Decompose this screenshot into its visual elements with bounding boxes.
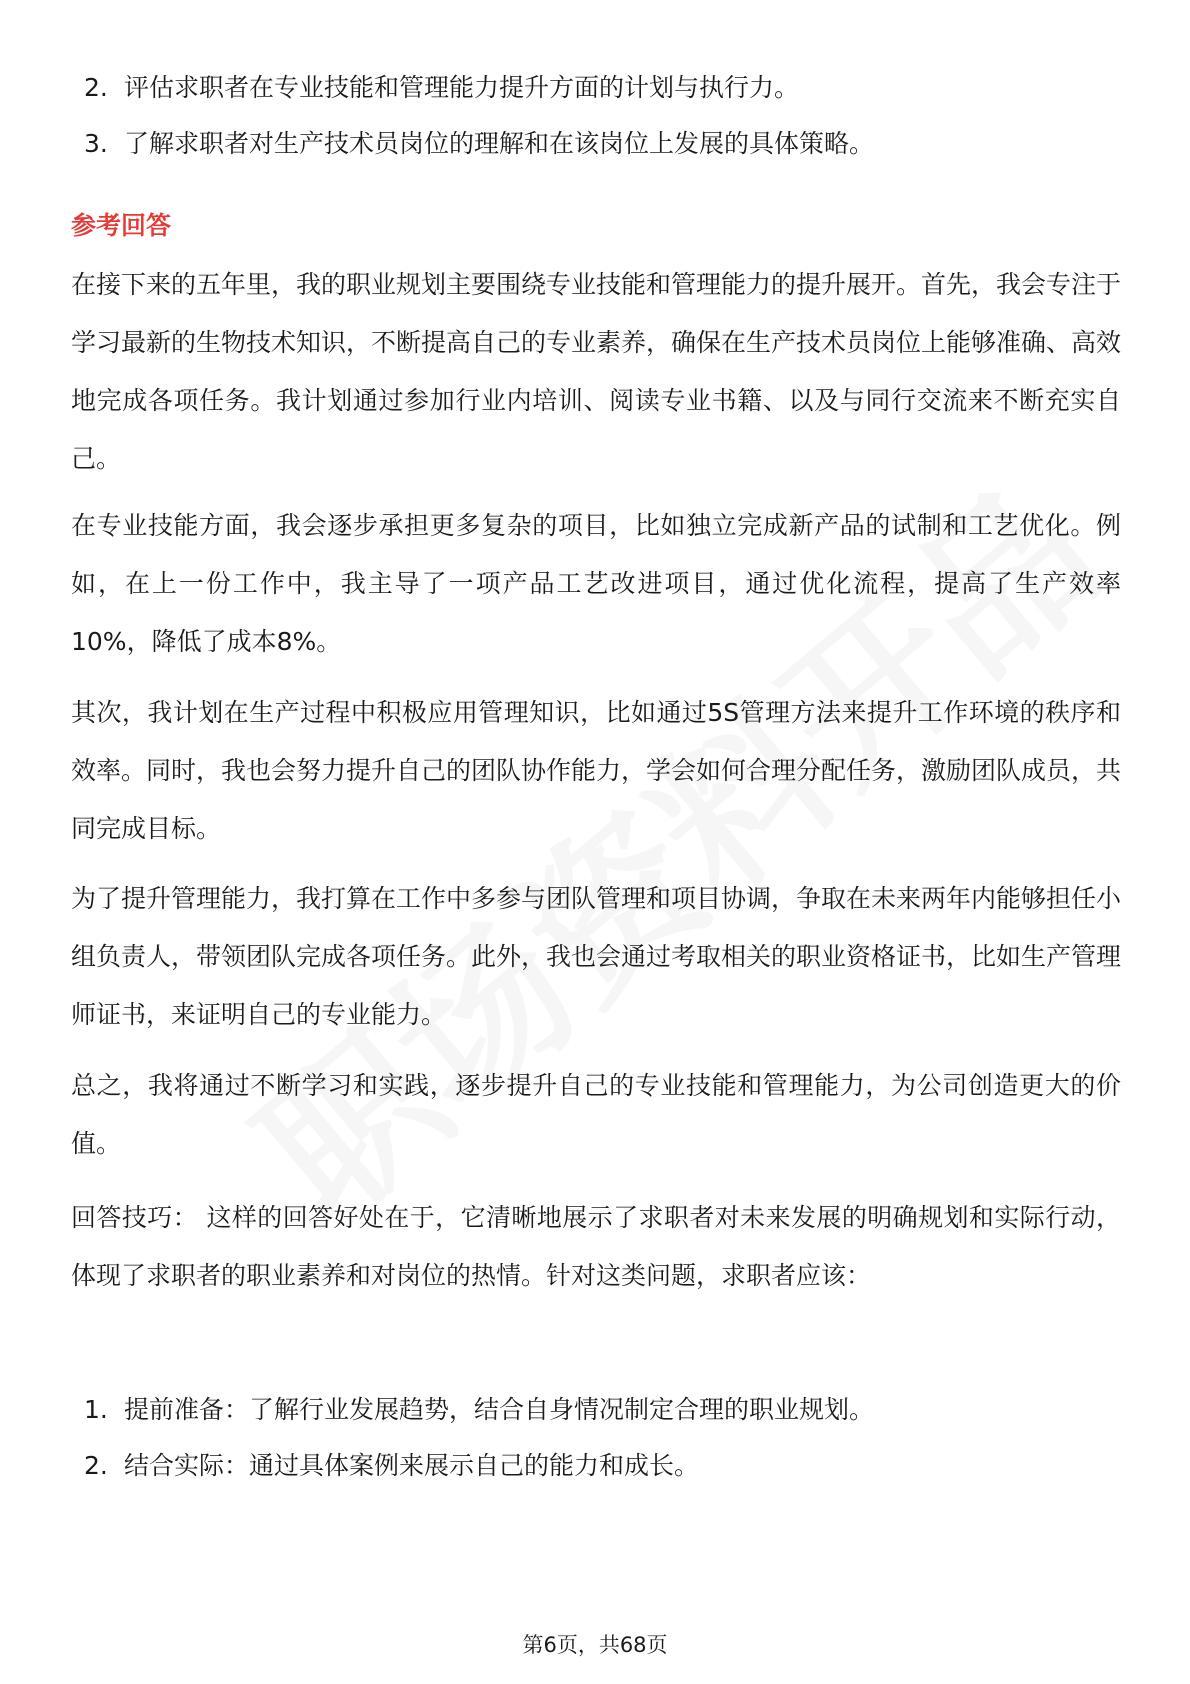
paragraph: 总之，我将通过不断学习和实践，逐步提升自己的专业技能和管理能力，为公司创造更大的价值。 <box>71 1071 1121 1158</box>
paragraph: 在专业技能方面，我会逐步承担更多复杂的项目，比如独立完成新产品的试制和工艺优化。例如，在上一份工作中，我主导了一项产品工艺改进项目，通过优化流程，提高了生产效率10%，降低了成本8%。 <box>71 511 1121 656</box>
paragraph: 其次，我计划在生产过程中积极应用管理知识，比如通过5S管理方法来提升工作环境的秩序和效率。同时，我也会努力提升自己的团队协作能力，学会如何合理分配任务，激励团队成员，共同完成目标。 <box>71 698 1122 843</box>
section-heading: 参考回答 <box>71 211 172 240</box>
list-item-text: 结合实际：通过具体案例来展示自己的能力和成长。 <box>124 1451 700 1480</box>
list-item <box>84 70 874 106</box>
list-item-text: 提前准备：了解行业发展趋势，结合自身情况制定合理的职业规划。 <box>124 1395 875 1424</box>
bottom-numbered-list <box>84 1392 874 1484</box>
paragraph: 为了提升管理能力，我打算在工作中多参与团队管理和项目协调，争取在未来两年内能够担任小组负责人，带领团队完成各项任务。此外，我也会通过考取相关的职业资格证书，比如生产管理师证书，来证明自己的专业能力。 <box>71 884 1122 1029</box>
top-numbered-list <box>84 70 874 162</box>
paragraph: 在接下来的五年里，我的职业规划主要围绕专业技能和管理能力的提升展开。首先，我会专注于学习最新的生物技术知识，不断提高自己的专业素养，确保在生产技术员岗位上能够准确、高效地完成各项任务。我计划通过参加行业内培训、阅读专业书籍、以及与同行交流来不断充实自己。 <box>71 270 1122 473</box>
list-item-number: 2. <box>84 1451 108 1480</box>
list-item <box>84 1392 874 1428</box>
list-item <box>84 1448 874 1484</box>
tips-paragraph: 回答技巧： 这样的回答好处在于，它清晰地展示了求职者对未来发展的明确规划和实际行动，体现了求职者的职业素养和对岗位的热情。针对这类问题，求职者应该： <box>71 1203 1121 1290</box>
list-item-text: 了解求职者对生产技术员岗位的理解和在该岗位上发展的具体策略。 <box>124 129 875 158</box>
list-item <box>84 126 874 162</box>
list-item-text: 评估求职者在专业技能和管理能力提升方面的计划与执行力。 <box>124 73 800 102</box>
list-item-number: 1. <box>84 1395 108 1424</box>
list-item-number: 2. <box>84 73 108 102</box>
list-item-number: 3. <box>84 129 108 158</box>
page-footer: 第6页，共68页 <box>522 1633 668 1657</box>
